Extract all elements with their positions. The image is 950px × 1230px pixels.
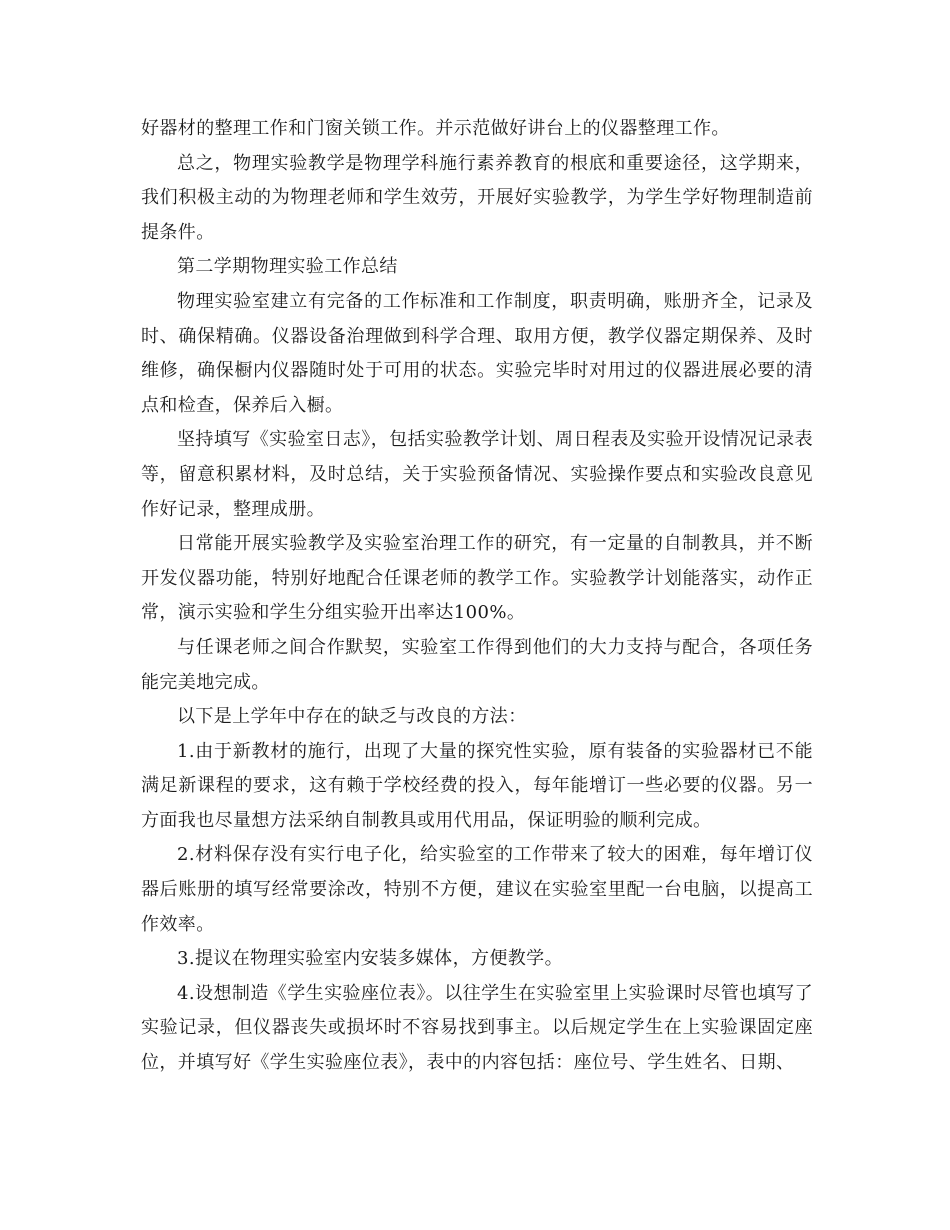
paragraph: 日常能开展实验教学及实验室治理工作的研究，有一定量的自制教具，并不断开发仪器功能，特别好地配合任课老师的教学工作。实验教学计划能落实，动作正常，演示实验和学生分组实验开出率达100%。 <box>141 533 813 624</box>
list-item: 1.由于新教材的施行，出现了大量的探究性实验，原有装备的实验器材已不能满足新课程的要求，这有赖于学校经费的投入，每年能增订一些必要的仪器。另一方面我也尽量想方法采纳自制教具或用代用品，保证明验的顺利完成。 <box>141 740 813 831</box>
paragraph: 以下是上学年中存在的缺乏与改良的方法： <box>177 706 527 728</box>
list-item: 3.提议在物理实验室内安装多媒体，方便教学。 <box>177 948 563 970</box>
paragraph: 好器材的整理工作和门窗关锁工作。并示范做好讲台上的仪器整理工作。 <box>141 118 730 139</box>
paragraph: 总之，物理实验教学是物理学科施行素养教育的根底和重要途径，这学期来，我们积极主动的为物理老师和学生效劳，开展好实验教学，为学生学好物理制造前提条件。 <box>141 152 813 243</box>
paragraph: 与任课老师之间合作默契，实验室工作得到他们的大力支持与配合，各项任务能完美地完成。 <box>141 636 813 693</box>
paragraph: 物理实验室建立有完备的工作标准和工作制度，职责明确，账册齐全，记录及时、确保精确。仪器设备治理做到科学合理、取用方便，教学仪器定期保养、及时维修，确保橱内仪器随时处于可用的状态。实验完毕时对用过的仪器进展必要的清点和检查，保养后入橱。 <box>141 290 813 416</box>
paragraph: 坚持填写《实验室日志》，包括实验教学计划、周日程表及实验开设情况记录表等，留意积累材料，及时总结，关于实验预备情况、实验操作要点和实验改良意见作好记录，整理成册。 <box>141 429 813 520</box>
list-item: 4.设想制造《学生实验座位表》。以往学生在实验室里上实验课时尽管也填写了实验记录，但仪器丧失或损坏时不容易找到事主。以后规定学生在上实验课固定座位，并填写好《学生实验座位表》，表中的内容包括：座位号、学生姓名、日期、 <box>141 982 813 1074</box>
list-item: 2.材料保存没有实行电子化，给实验室的工作带来了较大的困难，每年增订仪器后账册的填写经常要涂改，特别不方便，建议在实验室里配一台电脑，以提高工作效率。 <box>141 844 813 935</box>
document-body <box>141 112 813 1081</box>
section-heading: 第二学期物理实验工作总结 <box>177 256 398 278</box>
